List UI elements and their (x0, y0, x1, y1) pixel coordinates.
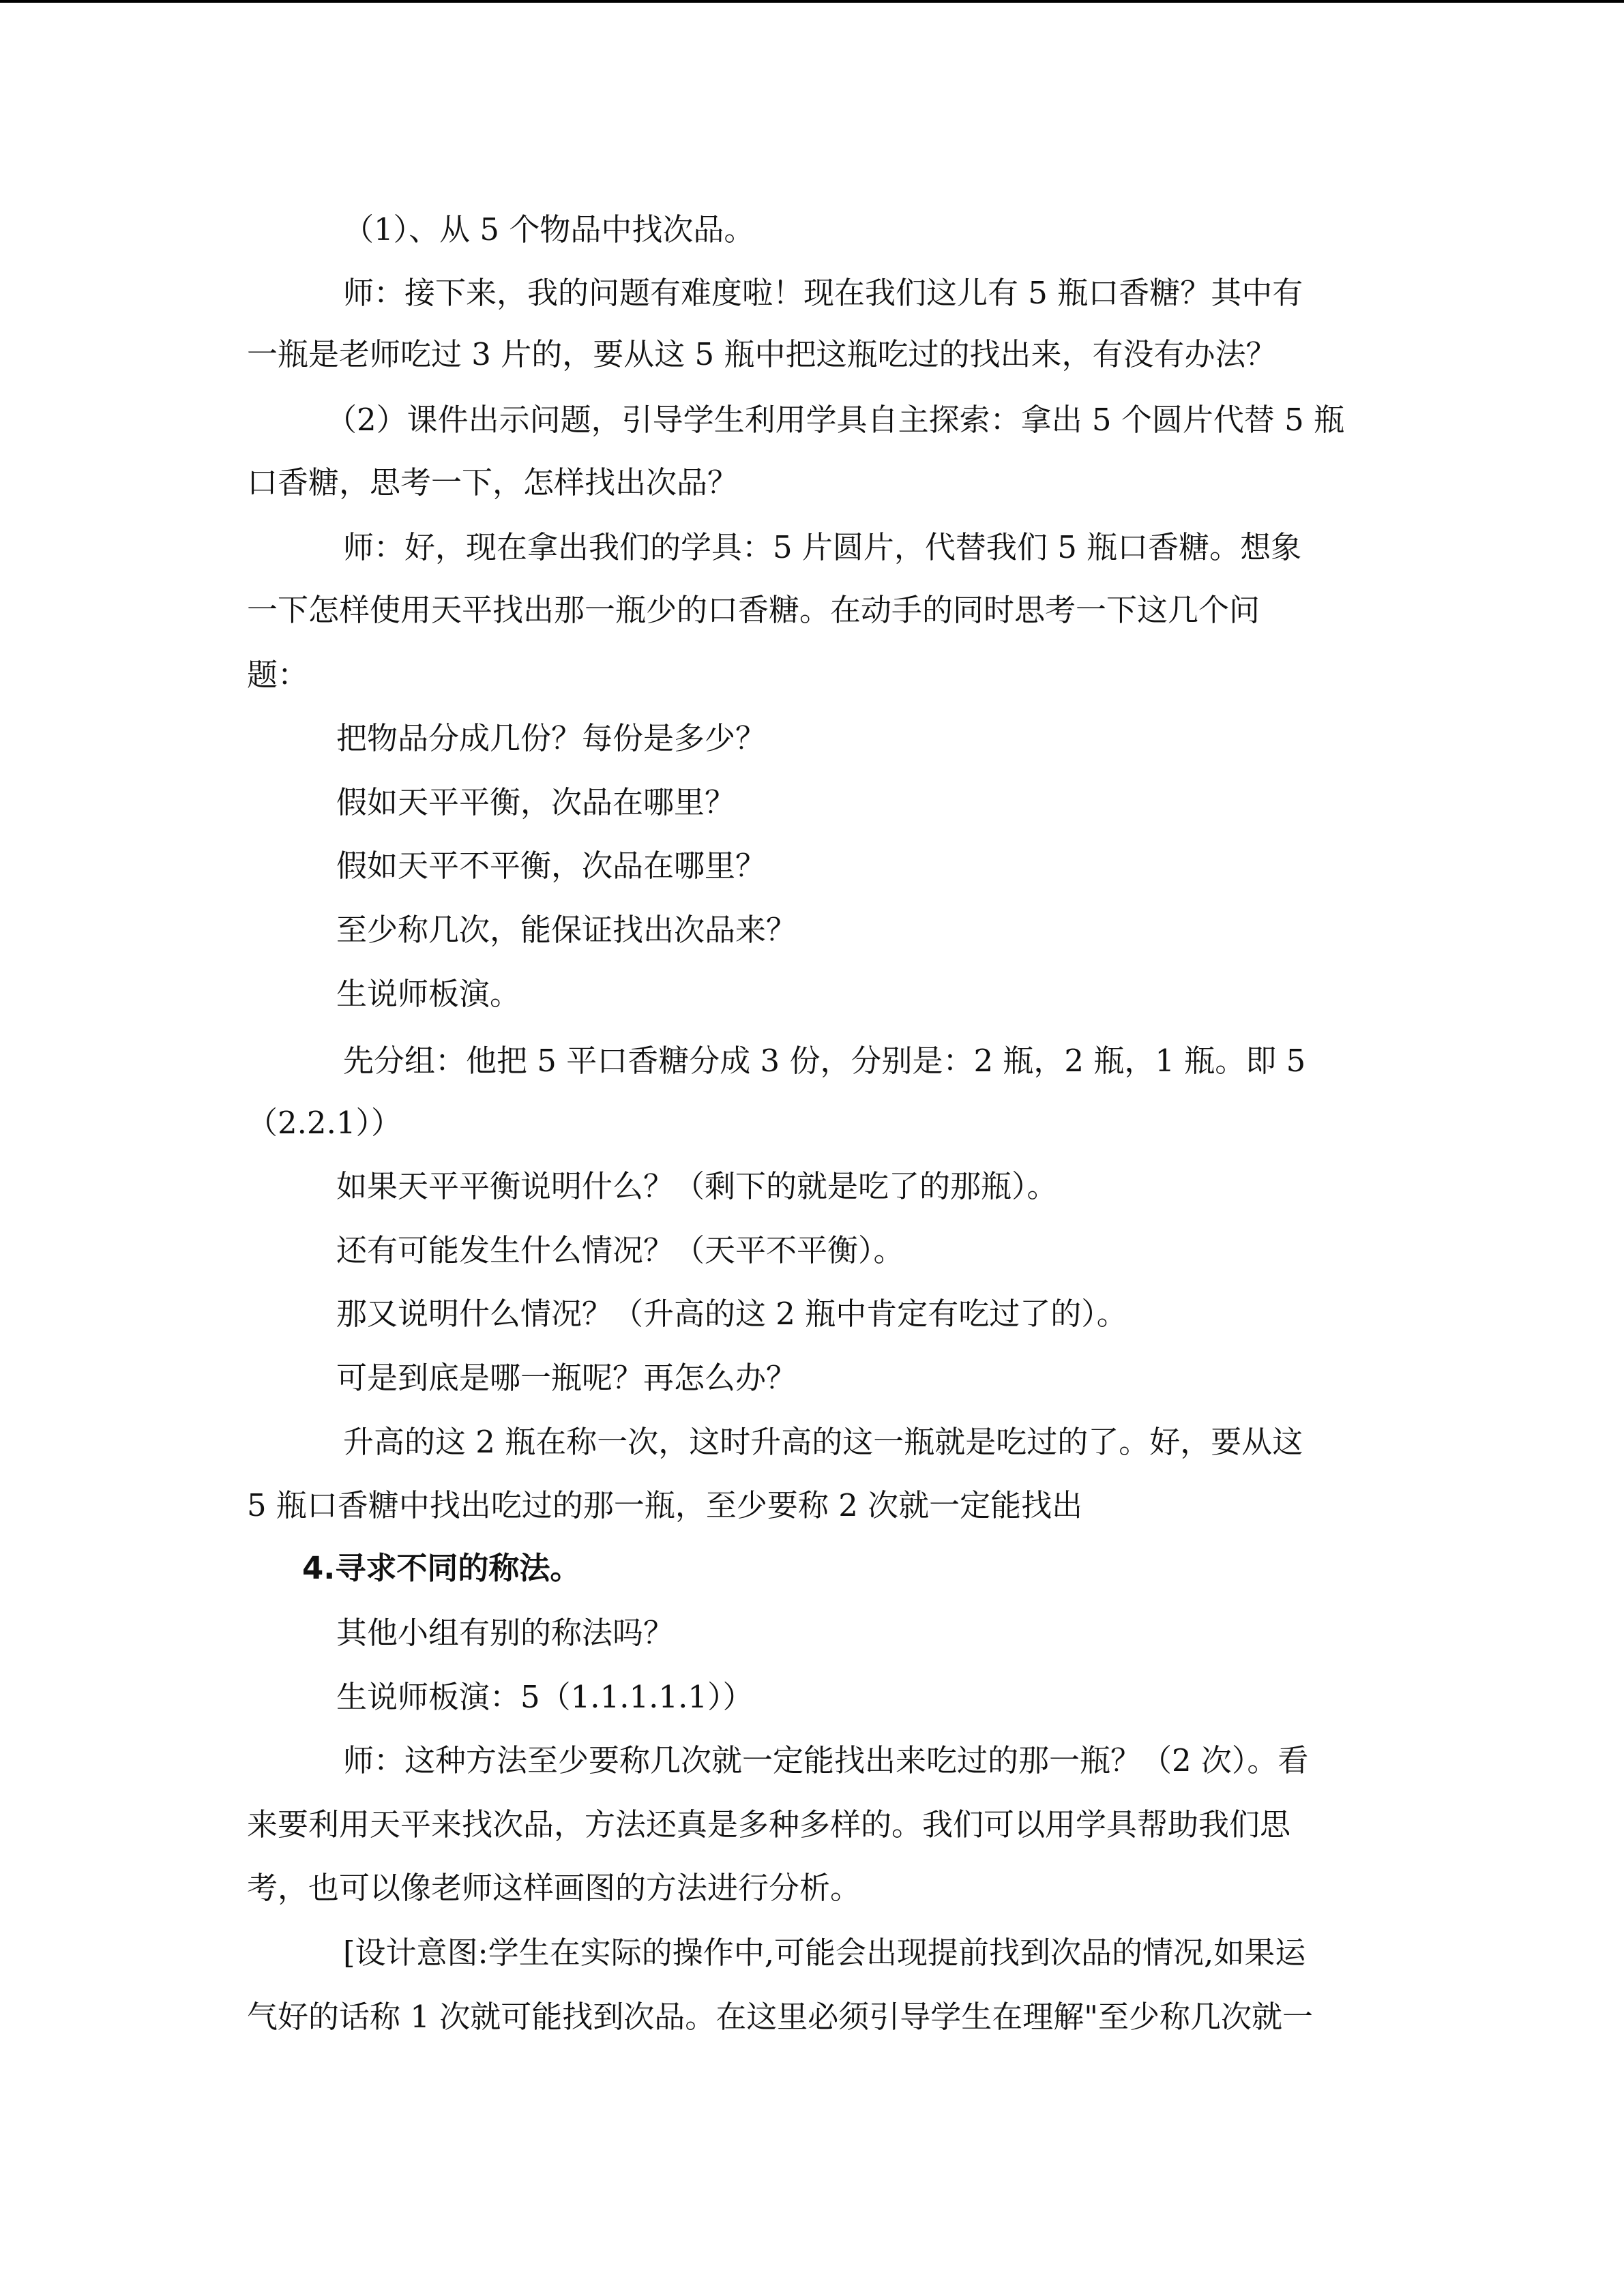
text-line: 师：好，现在拿出我们的学具：5 片圆片，代替我们 5 瓶口香糖。想象 (343, 529, 1302, 565)
text-line: 升高的这 2 瓶在称一次，这时升高的这一瓶就是吃过的了。好，要从这 (343, 1424, 1303, 1460)
text-line: 5 瓶口香糖中找出吃过的那一瓶，至少要称 2 次就一定能找出 (247, 1487, 1083, 1523)
text-line: （1）、从 5 个物品中找次品。 (343, 211, 755, 248)
section-heading: 4.寻求不同的称法。 (302, 1550, 581, 1586)
text-line: 来要利用天平来找次品，方法还真是多种多样的。我们可以用学具帮助我们思 (247, 1806, 1291, 1843)
text-line: 如果天平平衡说明什么？（剩下的就是吃了的那瓶）。 (336, 1168, 1058, 1204)
text-line: （2）课件出示问题，引导学生利用学具自主探索：拿出 5 个圆片代替 5 瓶 (326, 402, 1345, 438)
text-line: 那又说明什么情况？（升高的这 2 瓶中肯定有吃过了的）。 (336, 1296, 1127, 1332)
text-line: [设计意图:学生在实际的操作中,可能会出现提前找到次品的情况,如果运 (343, 1935, 1306, 1971)
text-line: 至少称几次，能保证找出次品来？ (336, 912, 797, 948)
text-line: 师：接下来，我的问题有难度啦！现在我们这儿有 5 瓶口香糖？其中有 (343, 275, 1303, 311)
text-line: 一瓶是老师吃过 3 片的，要从这 5 瓶中把这瓶吃过的找出来，有没有办法？ (247, 336, 1277, 372)
text-line: 还有可能发生什么情况？（天平不平衡）。 (336, 1232, 904, 1268)
text-line: 假如天平平衡，次品在哪里？ (336, 784, 736, 820)
page-top-border (0, 0, 1624, 3)
text-line: 其他小组有别的称法吗？ (336, 1615, 675, 1651)
text-line: 一下怎样使用天平找出那一瓶少的口香糖。在动手的同时思考一下这几个问 (247, 592, 1260, 628)
text-line: 师：这种方法至少要称几次就一定能找出来吃过的那一瓶？（2 次）。看 (343, 1742, 1309, 1778)
text-line: 生说师板演：5（1.1.1.1.1）） (336, 1679, 754, 1715)
text-line: 假如天平不平衡，次品在哪里？ (336, 848, 767, 884)
text-line: 可是到底是哪一瓶呢？再怎么办？ (336, 1360, 797, 1396)
text-line: 考，也可以像老师这样画图的方法进行分析。 (247, 1870, 861, 1906)
text-line: 把物品分成几份？每份是多少？ (336, 720, 767, 756)
text-line: （2.2.1）） (247, 1105, 402, 1141)
text-line: 题： (247, 657, 309, 693)
text-line: 口香糖，思考一下，怎样找出次品？ (247, 464, 739, 501)
text-line: 气好的话称 1 次就可能找到次品。在这里必须引导学生在理解"至少称几次就一 (247, 1999, 1313, 2035)
text-line: 生说师板演。 (336, 976, 521, 1012)
text-line: 先分组：他把 5 平口香糖分成 3 份，分别是：2 瓶，2 瓶，1 瓶。即 5 (343, 1043, 1306, 1079)
